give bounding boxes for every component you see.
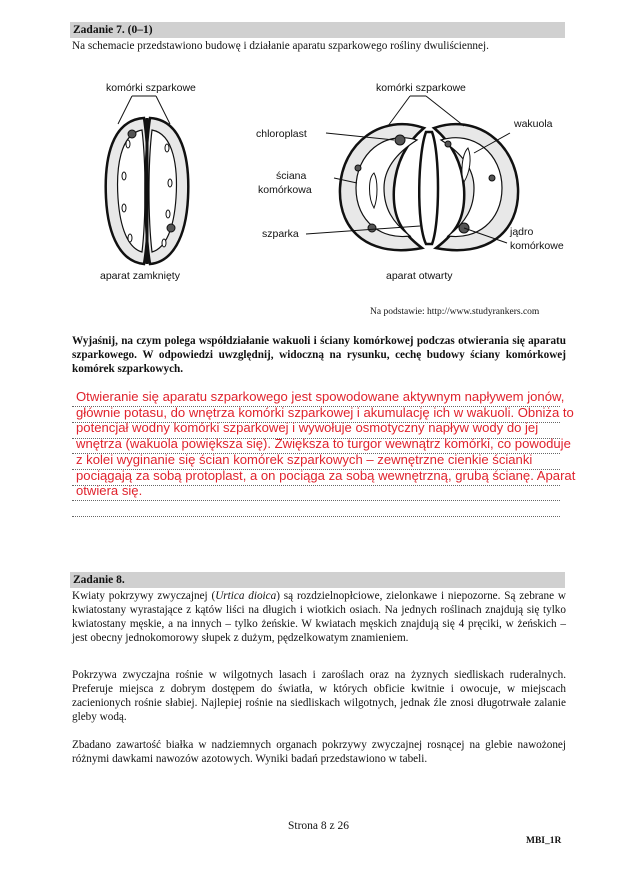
label-nucleus-line2: komórkowe: [510, 240, 564, 252]
task7-question: Wyjaśnij, na czym polega współdziałanie wakuoli i ściany komórkowej podczas otwierania się aparatu szparkowego. W odpowiedzi uwzględnij, widoczną na rysunku, cechę budowy ściany komórkowej komórek szparkowych.: [72, 335, 566, 375]
task7-intro: Na schemacie przedstawiono budowę i działanie aparatu szparkowego rośliny dwuliściennej.: [72, 40, 489, 52]
caption-open: aparat otwarty: [386, 270, 453, 282]
label-vacuole: wakuola: [514, 118, 553, 130]
figure-source: Na podstawie: http://www.studyrankers.com: [370, 307, 540, 317]
species-name: Urtica dioica: [215, 590, 277, 602]
page-number: Strona 8 z 26: [287, 820, 349, 832]
exam-code: MBI_1R: [526, 836, 562, 846]
task8-p1-before: Kwiaty pokrzywy zwyczajnej (: [72, 590, 216, 602]
answer-line: [72, 516, 560, 517]
label-cell-wall-line2: komórkowa: [258, 184, 312, 196]
handwritten-answer: Otwieranie się aparatu szparkowego jest spowodowane aktywnym napływem jonów, głównie potasu, do wnętrza komórki szparkowej i akumulację ich w wakuoli. Obniża to potencjał wodny komórki szparkowej i wywołuje osmotyczny napływ wody do jej wnętrza (wakuola powiększa się). Zwiększa to turgor wewnątrz komórki, co powoduje z kolei wyginanie się ścian komórek szparkowych – zewnętrzne cienkie ścianki pociągają za sobą protoplast, a on pociąga za sobą wewnętrzną, grubą ścianę. Aparat otwiera się.: [76, 389, 576, 499]
task8-paragraph-3: Zbadano zawartość białka w nadziemnych organach pokrzywy zwyczajnej rosnącej na glebie nawożonej różnymi dawkami nawozów azotowych. Wyniki badań przedstawiono w tabeli.: [72, 739, 566, 765]
task8-paragraph-2: Pokrzywa zwyczajna rośnie w wilgotnych lasach i zaroślach oraz na żyznych siedliskach ruderalnych. Preferuje miejsca z dobrym dostępem do światła, w których obficie kwitnie i owocuje, w miejscach zacienionych rośnie słabiej. Najlepiej rośnie na siedliskach wilgotnych, jednak źle znosi długotrwałe zalanie gleby wodą.: [72, 669, 566, 723]
task7-header: Zadanie 7. (0–1): [70, 22, 565, 38]
label-stoma: szparka: [262, 228, 299, 240]
stomata-figure: [72, 58, 582, 328]
caption-closed: aparat zamknięty: [100, 270, 180, 282]
task8-paragraph-1: [72, 589, 566, 645]
label-nucleus-line1: jądro: [510, 226, 534, 238]
label-guard-cells-open: komórki szparkowe: [376, 82, 466, 94]
task8-p1-after: ) są rozdzielnopłciowe, zielonkawe i niepozorne. Są zebrane w kwiatostany wyrastające z kątów liści na długich i wiotkich osiach. Na jednych roślinach znajdują się tylko kwiatostany męskie, a na innych – tylko żeńskie. W kwiatach męskich znajdują się 4 pręciki, w żeńskich – jest obecny jednokomorowy słupek z dużym, pędzelkowatym znamieniem.: [72, 590, 566, 644]
closed-stoma: [106, 96, 189, 264]
open-stoma: [306, 96, 518, 250]
stomata-diagram: [72, 58, 582, 298]
answer-line: [72, 500, 560, 501]
label-guard-cells-closed: komórki szparkowe: [106, 82, 196, 94]
label-cell-wall-line1: ściana: [276, 170, 307, 182]
task8-header: Zadanie 8.: [70, 572, 565, 588]
label-chloroplast: chloroplast: [256, 128, 307, 140]
